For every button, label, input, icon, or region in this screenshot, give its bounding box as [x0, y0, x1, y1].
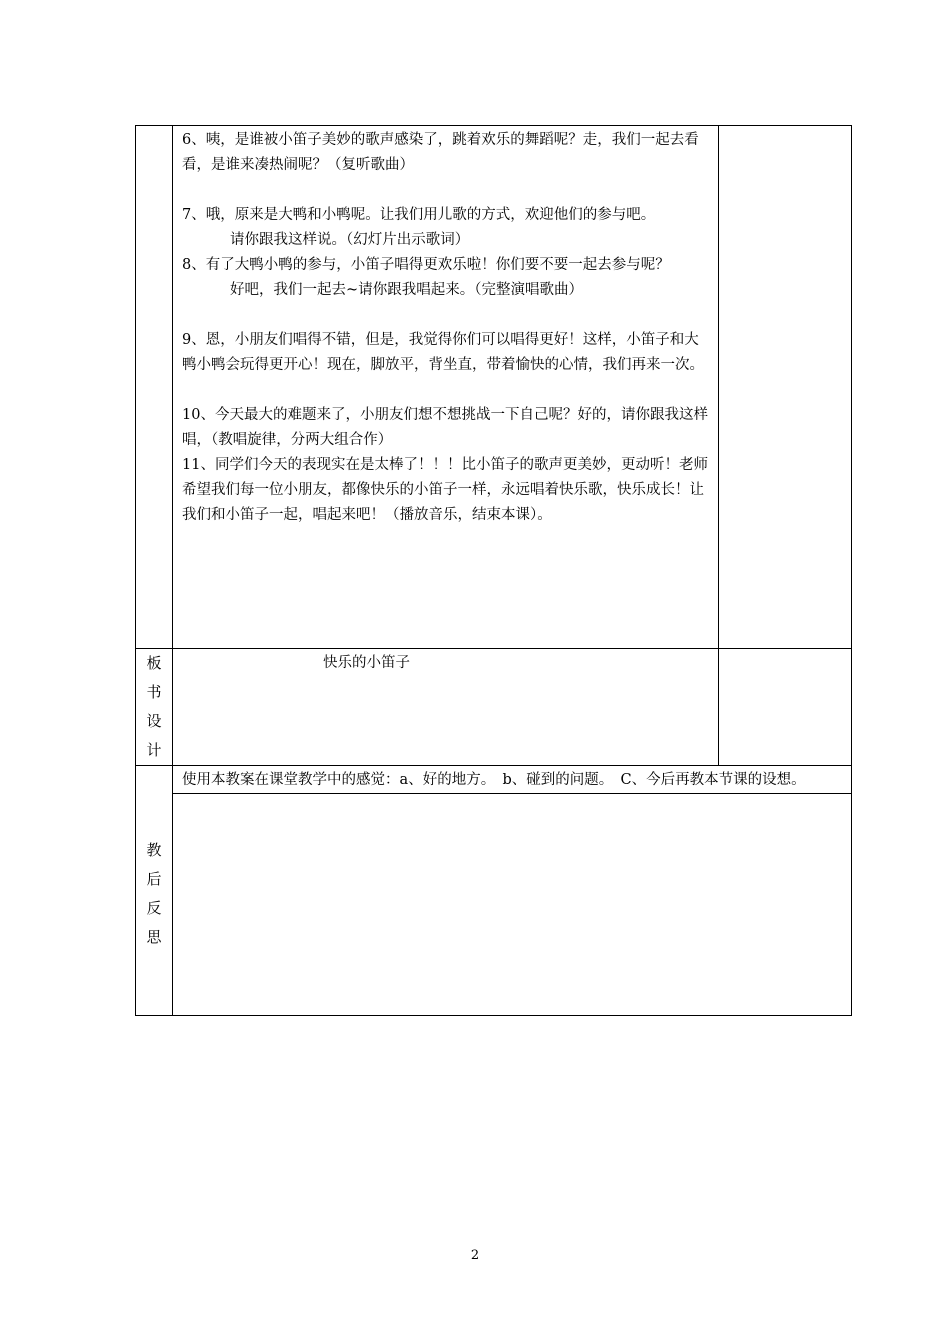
reflection-row	[136, 766, 852, 1016]
procedure-step-6: 6、咦，是谁被小笛子美妙的歌声感染了，跳着欢乐的舞蹈呢？走，我们一起去看看，是谁来凑热闹呢？（复听歌曲）	[182, 132, 699, 173]
procedure-step-8-note: 好吧，我们一起去~请你跟我唱起来。（完整演唱歌曲）	[230, 282, 583, 298]
procedure-step-10: 10、今天最大的难题来了，小朋友们想不想挑战一下自己呢？好的，请你跟我这样唱，（教唱旋律，分两大组合作）	[182, 407, 708, 448]
board-design-content	[173, 649, 719, 766]
board-design-notes-cell	[718, 649, 851, 766]
procedure-step-11: 11、同学们今天的表现实在是太棒了！！！比小笛子的歌声更美妙，更动听！老师希望我们每一位小朋友，都像快乐的小笛子一样，永远唱着快乐歌，快乐成长！让我们和小笛子一起，唱起来吧！（播放音乐，结束本课）。	[182, 457, 708, 523]
reflection-label: 教 后 反 思	[136, 766, 173, 1016]
procedure-step-8: 8、有了大鸭小鸭的参与，小笛子唱得更欢乐啦！你们要不要一起去参与呢？	[182, 257, 670, 273]
procedure-label-cell	[136, 126, 173, 649]
board-design-row	[136, 649, 852, 766]
lesson-plan-table	[135, 125, 852, 1016]
procedure-step-7: 7、哦，原来是大鸭和小鸭呢。让我们用儿歌的方式，欢迎他们的参与吧。	[182, 207, 656, 223]
page-number: 2	[470, 1248, 480, 1263]
reflection-content	[173, 766, 852, 1016]
procedure-row	[136, 126, 852, 649]
board-design-label: 板 书 设 计	[136, 649, 173, 766]
procedure-content	[173, 126, 719, 649]
board-title: 快乐的小笛子	[323, 655, 411, 671]
procedure-step-9: 9、恩，小朋友们唱得不错，但是，我觉得你们可以唱得更好！这样，小笛子和大鸭小鸭会玩得更开心！现在，脚放平，背坐直，带着愉快的心情，我们再来一次。	[182, 332, 705, 373]
reflection-prompt: 使用本教案在课堂教学中的感觉：a、好的地方。 b、碰到的问题。 C、今后再教本节课的设想。	[173, 766, 851, 794]
procedure-step-7-note: 请你跟我这样说。（幻灯片出示歌词）	[230, 232, 470, 248]
procedure-notes-cell	[718, 126, 851, 649]
